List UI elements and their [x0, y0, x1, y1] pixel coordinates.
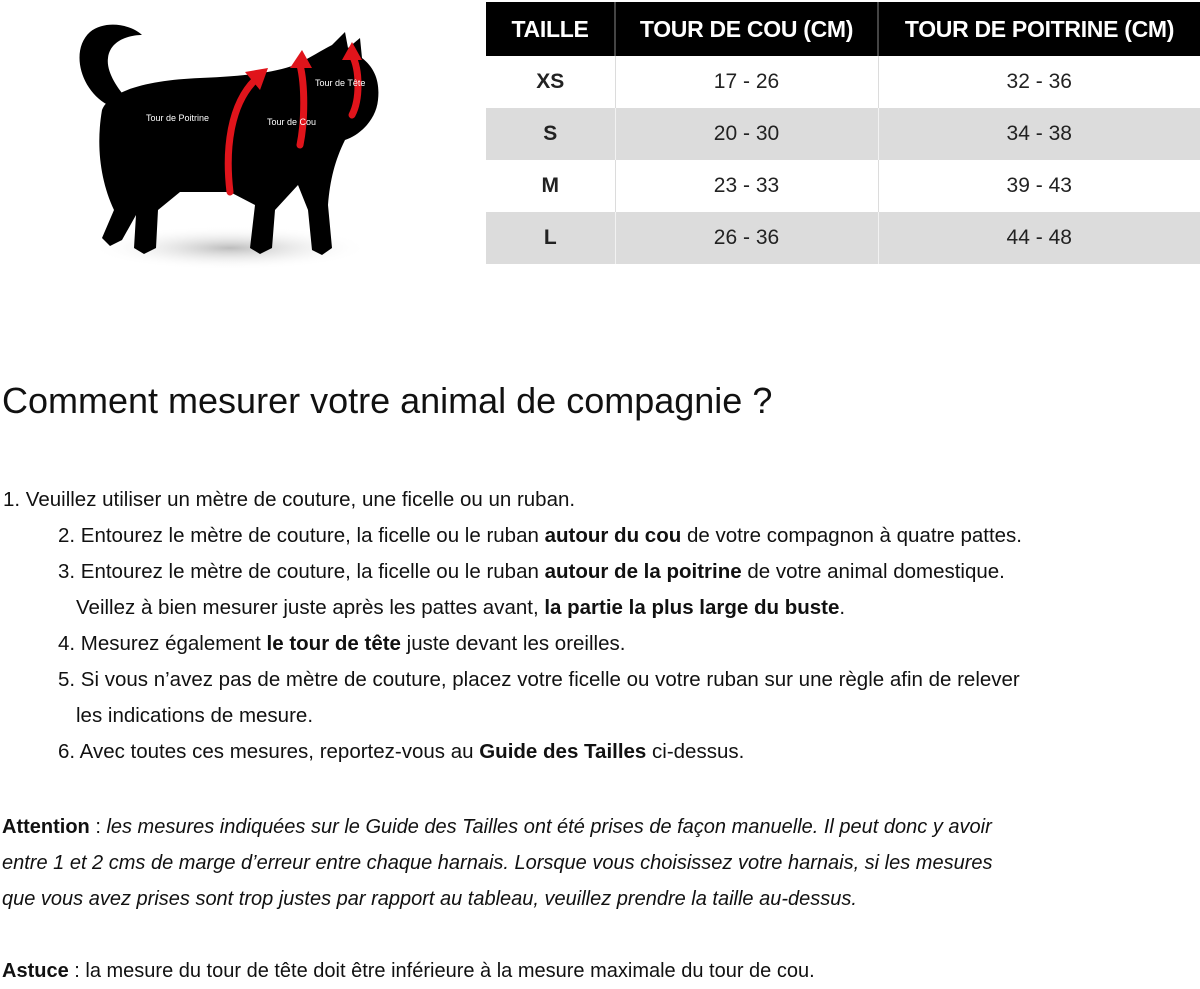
size-cell: L [486, 212, 615, 264]
step-5-cont-text: les indications de mesure. [76, 704, 314, 727]
step-3-bold: autour de la poitrine [544, 560, 742, 583]
step-4 [58, 626, 625, 662]
neck-label: Tour de Cou [267, 117, 317, 127]
tip-line [2, 953, 1192, 989]
attention-separator: : [89, 816, 107, 838]
step-2-text: 2. Entourez le mètre de couture, la ficelle ou le ruban [58, 524, 545, 547]
attention-text-3: que vous avez prises sont trop justes par rapport au tableau, veuillez prendre la taille au-dessus. [2, 888, 857, 910]
size-cell: XS [486, 56, 615, 108]
step-3-cont-end: . [839, 596, 846, 619]
step-5-text: 5. Si vous n’avez pas de mètre de couture, placez votre ficelle ou votre ruban sur une règle afin de relever [58, 668, 1020, 691]
size-cell: S [486, 108, 615, 160]
step-1-text: 1. Veuillez utiliser un mètre de couture, une ficelle ou un ruban. [3, 488, 576, 511]
chest-cell: 34 - 38 [878, 108, 1200, 160]
table-row [486, 160, 1200, 212]
step-5 [58, 662, 1020, 698]
step-3-text-end: de votre animal domestique. [741, 560, 1005, 583]
step-6-text-end: ci-dessus. [646, 740, 745, 763]
step-3-cont-text: Veillez à bien mesurer juste après les pattes avant, [76, 596, 545, 619]
size-guide-table [486, 2, 1200, 264]
step-1 [3, 482, 575, 518]
step-4-bold: le tour de tête [266, 632, 401, 655]
attention-label: Attention [2, 816, 90, 838]
tip-label: Astuce [2, 960, 69, 982]
step-2-text-end: de votre compagnon à quatre pattes. [681, 524, 1023, 547]
attention-note [2, 809, 1192, 917]
step-6 [58, 734, 744, 770]
step-2 [58, 518, 1022, 554]
size-cell: M [486, 160, 615, 212]
header-neck: TOUR DE COU (CM) [615, 2, 878, 56]
attention-text-2: entre 1 et 2 cms de marge d’erreur entre chaque harnais. Lorsque vous choisissez votre harnais, si les mesures [2, 852, 993, 874]
header-size: TAILLE [486, 2, 615, 56]
step-4-text: 4. Mesurez également [58, 632, 267, 655]
step-5-continued [76, 698, 313, 734]
tip-note [2, 953, 1192, 989]
step-3-continued [76, 590, 845, 626]
attention-text-1: les mesures indiquées sur le Guide des Tailles ont été prises de façon manuelle. Il peut donc y avoir [106, 816, 992, 838]
step-3 [58, 554, 1005, 590]
chest-label: Tour de Poitrine [146, 113, 210, 123]
step-6-bold: Guide des Tailles [479, 740, 647, 763]
table-row [486, 108, 1200, 160]
step-3-text: 3. Entourez le mètre de couture, la ficelle ou le ruban [58, 560, 545, 583]
step-6-text: 6. Avec toutes ces mesures, reportez-vous au [58, 740, 480, 763]
chest-cell: 44 - 48 [878, 212, 1200, 264]
attention-line-1 [2, 809, 1192, 845]
neck-cell: 20 - 30 [615, 108, 878, 160]
step-2-bold: autour du cou [544, 524, 682, 547]
table-row [486, 56, 1200, 108]
neck-cell: 26 - 36 [615, 212, 878, 264]
chest-cell: 39 - 43 [878, 160, 1200, 212]
head-label: Tour de Tête [315, 78, 366, 88]
step-3-cont-bold: la partie la plus large du buste [544, 596, 840, 619]
neck-cell: 17 - 26 [615, 56, 878, 108]
chest-cell: 32 - 36 [878, 56, 1200, 108]
neck-cell: 23 - 33 [615, 160, 878, 212]
table-row [486, 212, 1200, 264]
header-chest: TOUR DE POITRINE (CM) [878, 2, 1200, 56]
table-header-row [486, 2, 1200, 56]
neck-arrow [300, 65, 304, 145]
page-heading: Comment mesurer votre animal de compagnie ? [2, 380, 773, 421]
step-4-text-end: juste devant les oreilles. [400, 632, 626, 655]
tip-text: : la mesure du tour de tête doit être inférieure à la mesure maximale du tour de cou. [68, 960, 815, 982]
cat-measurement-illustration [60, 10, 420, 275]
